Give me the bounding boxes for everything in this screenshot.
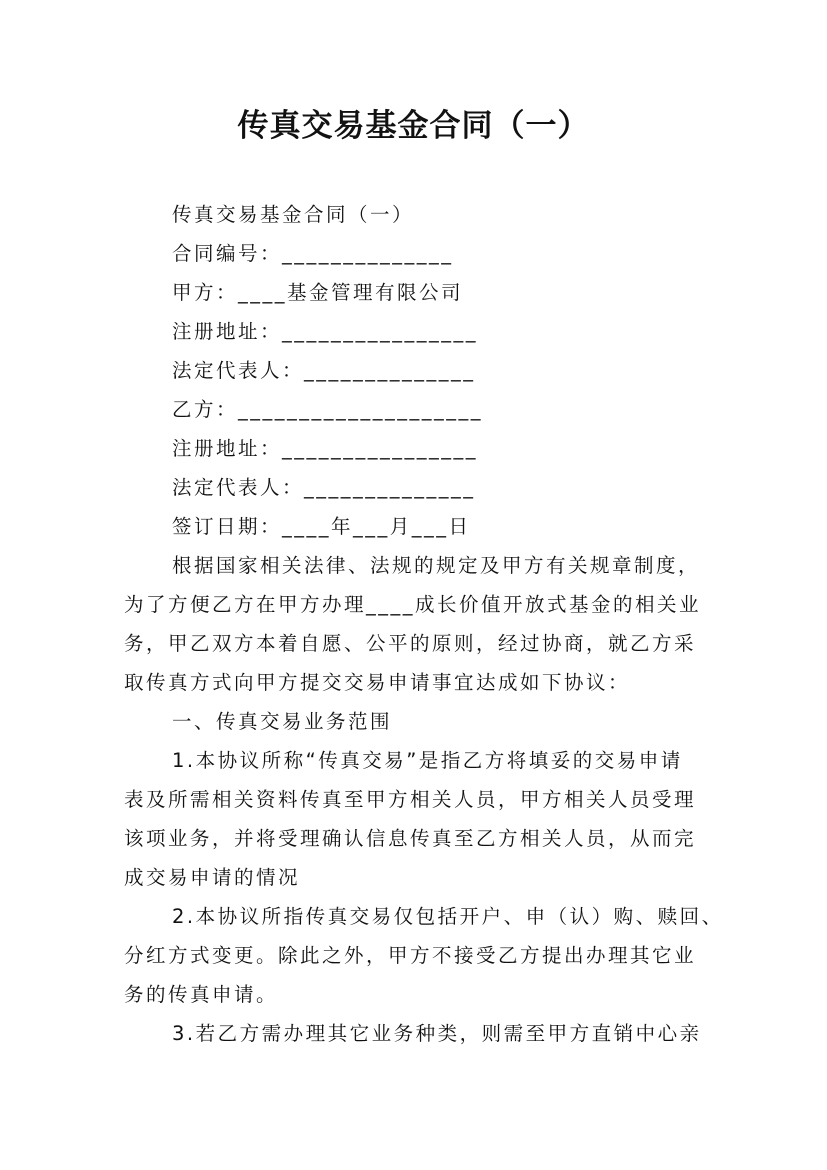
- section-heading: 一、传真交易业务范围: [172, 710, 393, 733]
- header-line-party-a-representative: 法定代表人：______________: [172, 359, 476, 382]
- clause-3-line: 3.若乙方需办理其它业务种类，则需至甲方直销中心亲: [172, 1022, 702, 1045]
- preamble-line: 取传真方式向甲方提交交易申请事宜达成如下协议：: [124, 671, 631, 694]
- header-line-party-a-address: 注册地址：________________: [172, 320, 479, 343]
- clause-1-line: 该项业务，并将受理确认信息传真至乙方相关人员，从而完: [124, 827, 697, 850]
- clause-2-line: 务的传真申请。: [124, 983, 279, 1006]
- preamble-line: 为了方便乙方在甲方办理____成长价值开放式基金的相关业: [124, 593, 702, 616]
- clause-1-line: 表及所需相关资料传真至甲方相关人员，甲方相关人员受理: [124, 788, 697, 811]
- header-line-signing-date: 签订日期：____年___月___日: [172, 515, 471, 538]
- preamble-line: 务，甲乙双方本着自愿、公平的原则，经过协商，就乙方采: [124, 632, 697, 655]
- clause-1-line: 成交易申请的情况: [124, 866, 301, 889]
- clause-2-line: 2.本协议所指传真交易仅包括开户、申（认）购、赎回、: [172, 905, 724, 928]
- clause-2-line: 分红方式变更。除此之外，甲方不接受乙方提出办理其它业: [124, 944, 697, 967]
- preamble-line: 根据国家相关法律、法规的规定及甲方有关规章制度，: [172, 554, 701, 577]
- clause-1-line: 1.本协议所称“传真交易”是指乙方将填妥的交易申请: [172, 749, 683, 772]
- header-line-title: 传真交易基金合同（一）: [172, 203, 415, 226]
- header-line-party-b: 乙方：____________________: [172, 398, 484, 421]
- header-line-contract-number: 合同编号：______________: [172, 242, 454, 265]
- header-line-party-a: 甲方：____基金管理有限公司: [172, 281, 464, 304]
- document-title: 传真交易基金合同（一）: [237, 108, 590, 144]
- header-line-party-b-representative: 法定代表人：______________: [172, 476, 476, 499]
- header-line-party-b-address: 注册地址：________________: [172, 437, 479, 460]
